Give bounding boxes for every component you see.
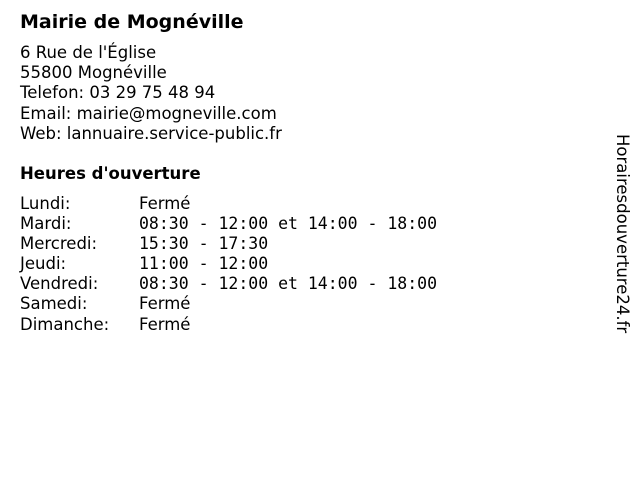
address-street: 6 Rue de l'Église bbox=[20, 43, 157, 62]
web-line: Web: lannuaire.service-public.fr bbox=[20, 123, 282, 143]
day-label: Dimanche: bbox=[20, 314, 110, 334]
contact-block bbox=[20, 43, 282, 144]
time-value: Fermé bbox=[139, 294, 191, 314]
day-label: Samedi: bbox=[20, 294, 88, 314]
time-value: Fermé bbox=[139, 194, 191, 213]
day-label: Jeudi: bbox=[20, 254, 67, 274]
phone-line: Telefon: 03 29 75 48 94 bbox=[20, 83, 216, 103]
day-label: Mardi: bbox=[20, 214, 72, 234]
watermark-text: Horairesdouverture24.fr bbox=[613, 134, 632, 334]
time-value: 11:00 - 12:00 bbox=[139, 254, 269, 274]
time-value: 08:30 - 12:00 et 14:00 - 18:00 bbox=[139, 274, 438, 294]
day-label: Vendredi: bbox=[20, 274, 99, 294]
address-city: 55800 Mognéville bbox=[20, 63, 167, 83]
time-value: 15:30 - 17:30 bbox=[139, 234, 269, 254]
day-label: Mercredi: bbox=[20, 234, 98, 254]
time-value: Fermé bbox=[139, 314, 191, 334]
time-value: 08:30 - 12:00 et 14:00 - 18:00 bbox=[139, 214, 438, 234]
day-label: Lundi: bbox=[20, 194, 71, 213]
watermark bbox=[612, 134, 632, 374]
email-line: Email: mairie@mogneville.com bbox=[20, 103, 277, 123]
page-title: Mairie de Mognéville bbox=[20, 11, 244, 33]
opening-hours-heading: Heures d'ouverture bbox=[20, 164, 201, 183]
